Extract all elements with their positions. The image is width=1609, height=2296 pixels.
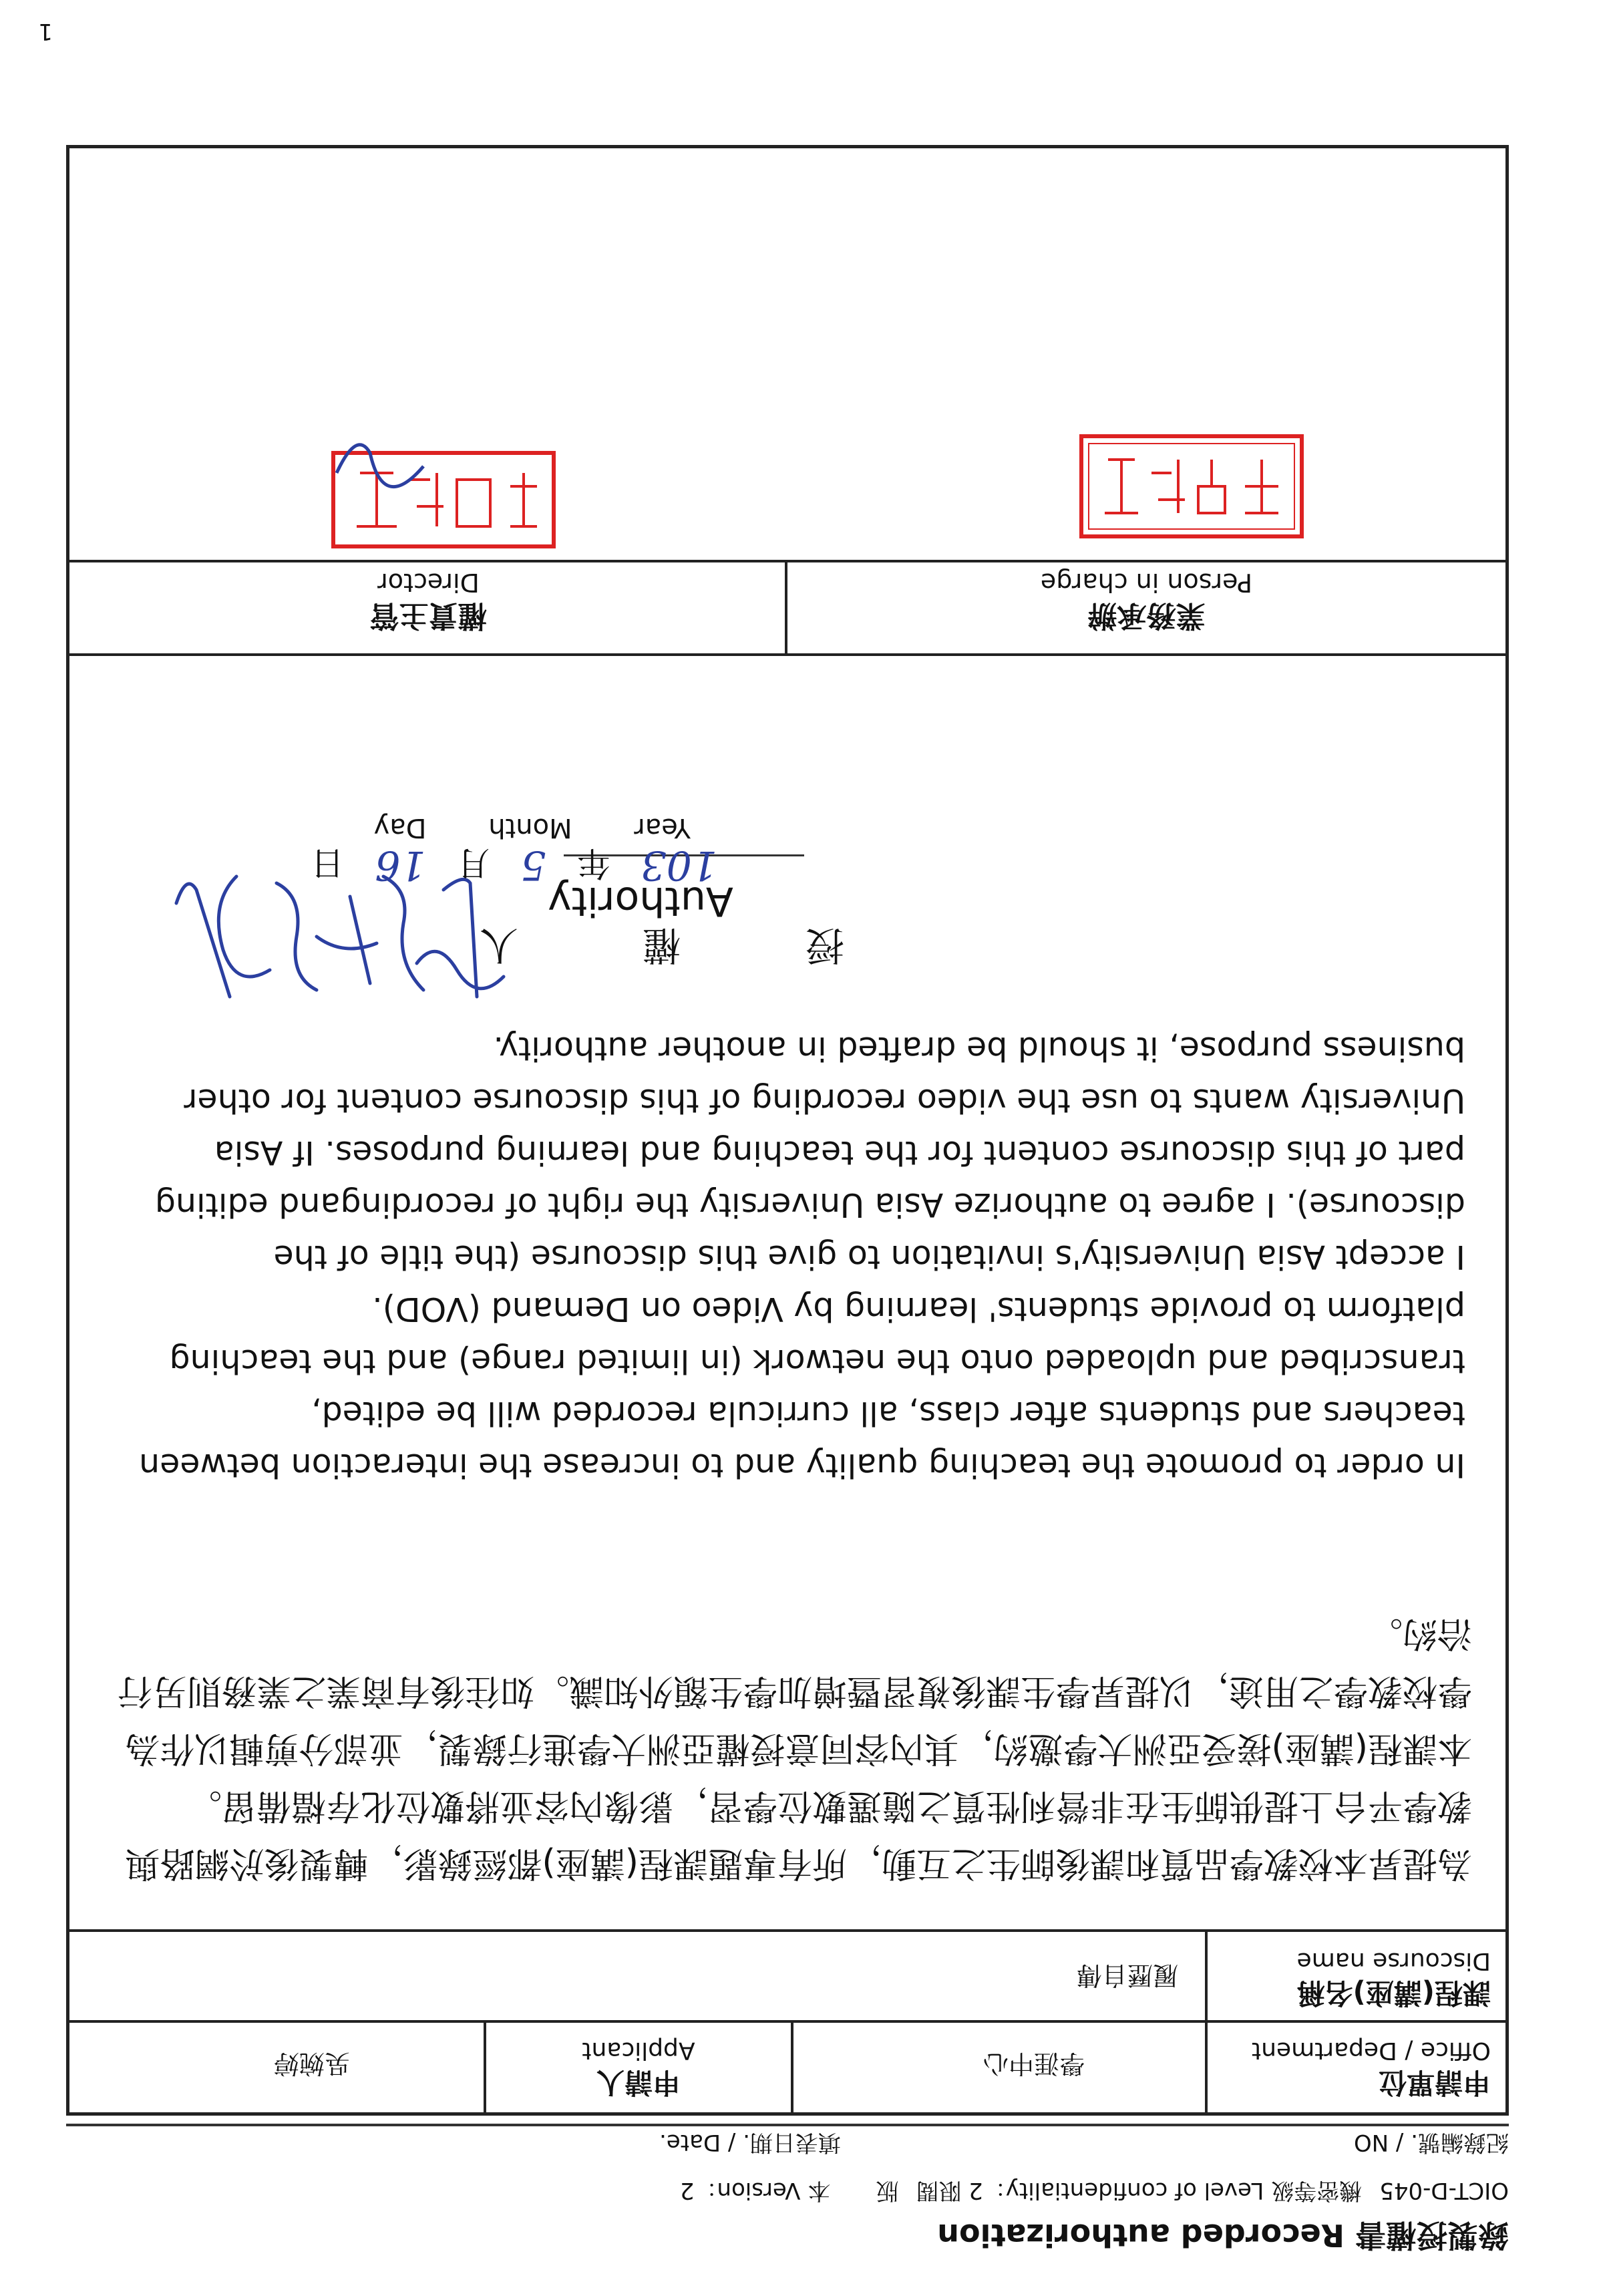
person-in-charge-header [787,560,1505,653]
form-row-discourse [69,1929,1505,2023]
applicant-value: 吳婉婷 [273,2049,350,2078]
record-line [66,2124,1509,2165]
authority-label-zh: 授 權 人 [436,923,844,968]
document-title: 錄製授權書 Recorded authorization [937,2217,1509,2253]
person-in-charge-zh: 業務承辦 [1087,599,1206,633]
date-year-value: 103 [641,842,717,888]
person-in-charge-seal [1078,433,1305,540]
signoff-section [69,142,1505,656]
statement-chinese [103,1605,1472,1892]
date-day-unit: 日 [311,844,345,882]
date-english-labels [374,812,691,843]
applicant-label-zh: 申請人 [596,2066,681,2099]
page-number: 1 [38,18,53,45]
applicant-value-cell [63,2023,484,2112]
office-value-cell [791,2023,1205,2112]
statement-zh-paragraph-1: 為提昇本校教學品質和課後師生之互動，所有專題課程(講座)都經錄影，轉製後於網路與教學平台上提供師生在非營利性質之隨選數位學習，影像內容並將數位化存檔備留。 [125,1786,1472,1883]
form-row-office [69,2020,1505,2112]
authorization-form [66,145,1509,2116]
applicant-label-cell [484,2023,791,2112]
statement-english [116,1022,1465,1491]
person-in-charge-en: Person in charge [1040,568,1253,597]
date-year-unit: 年 [576,844,610,882]
office-label-cell [1205,2023,1505,2112]
office-label-en: Office / Department [1252,2037,1491,2064]
year-en: Year [634,812,691,843]
date-month-value: 5 [520,842,546,888]
date-filled-label: 填表日期. / Date. [659,2129,841,2156]
applicant-label-en: Applicant [582,2037,695,2064]
statement-zh-paragraph-2: 本課程(講座)接受亞洲大學邀約，其內容同意授權亞洲大學進行錄製，並部分剪輯以作為學校教學之用途，以提昇學生課後複習暨增加學生額外知識。如往後有商業之業務則另行洽約。 [117,1613,1472,1768]
director-zh: 權責主管 [369,599,488,633]
month-en: Month [488,812,572,843]
discourse-value: 履歷自傳 [1076,1961,1178,1990]
doc-code: OICT-D-045 [1379,2177,1509,2204]
confidentiality-level: 機密等級 Level of confidentiality：2 限閱 [916,2177,1363,2204]
authorization-date [291,842,717,890]
director-en: Director [377,568,480,597]
date-month-unit: 月 [456,844,490,882]
discourse-value-cell [63,1932,1205,2023]
record-number-label: 紀錄編號. / NO [1353,2129,1509,2156]
day-en: Day [373,812,427,843]
discourse-label-zh: 課程(講座)名稱 [1296,1977,1491,2009]
document-meta [680,2176,1509,2209]
statement-en-paragraph-1: In order to promote the teaching quality and to increase the interaction between teachers and students after class, all curricula recorded will be edited, transcribed and uploaded onto the network (in limited range) and the teaching platform to provide students' learning by Video on Demand (VOD). [139,1290,1465,1484]
discourse-label-cell [1205,1932,1505,2023]
director-seal-and-signature [330,426,557,553]
statement-en-paragraph-2: I accept Asia University's invitation to give this discourse (the title of the discourse). I agree to authorize Asia University the right of recordingand editing part of this discourse content for the teaching and learning purposes. If Asia University wants to use the video recording of this discourse content for other business purpose, it should be drafted in another authority. [154,1029,1465,1276]
director-header [69,560,787,653]
version-label: 版 本 Version：2 [679,2177,899,2204]
date-day-value: 16 [375,842,426,888]
discourse-label-en: Discourse name [1296,1947,1491,1975]
office-label-zh: 申請單位 [1378,2066,1491,2099]
authority-label-en: Authority [548,878,733,925]
office-value: 學涯中心 [982,2049,1085,2078]
